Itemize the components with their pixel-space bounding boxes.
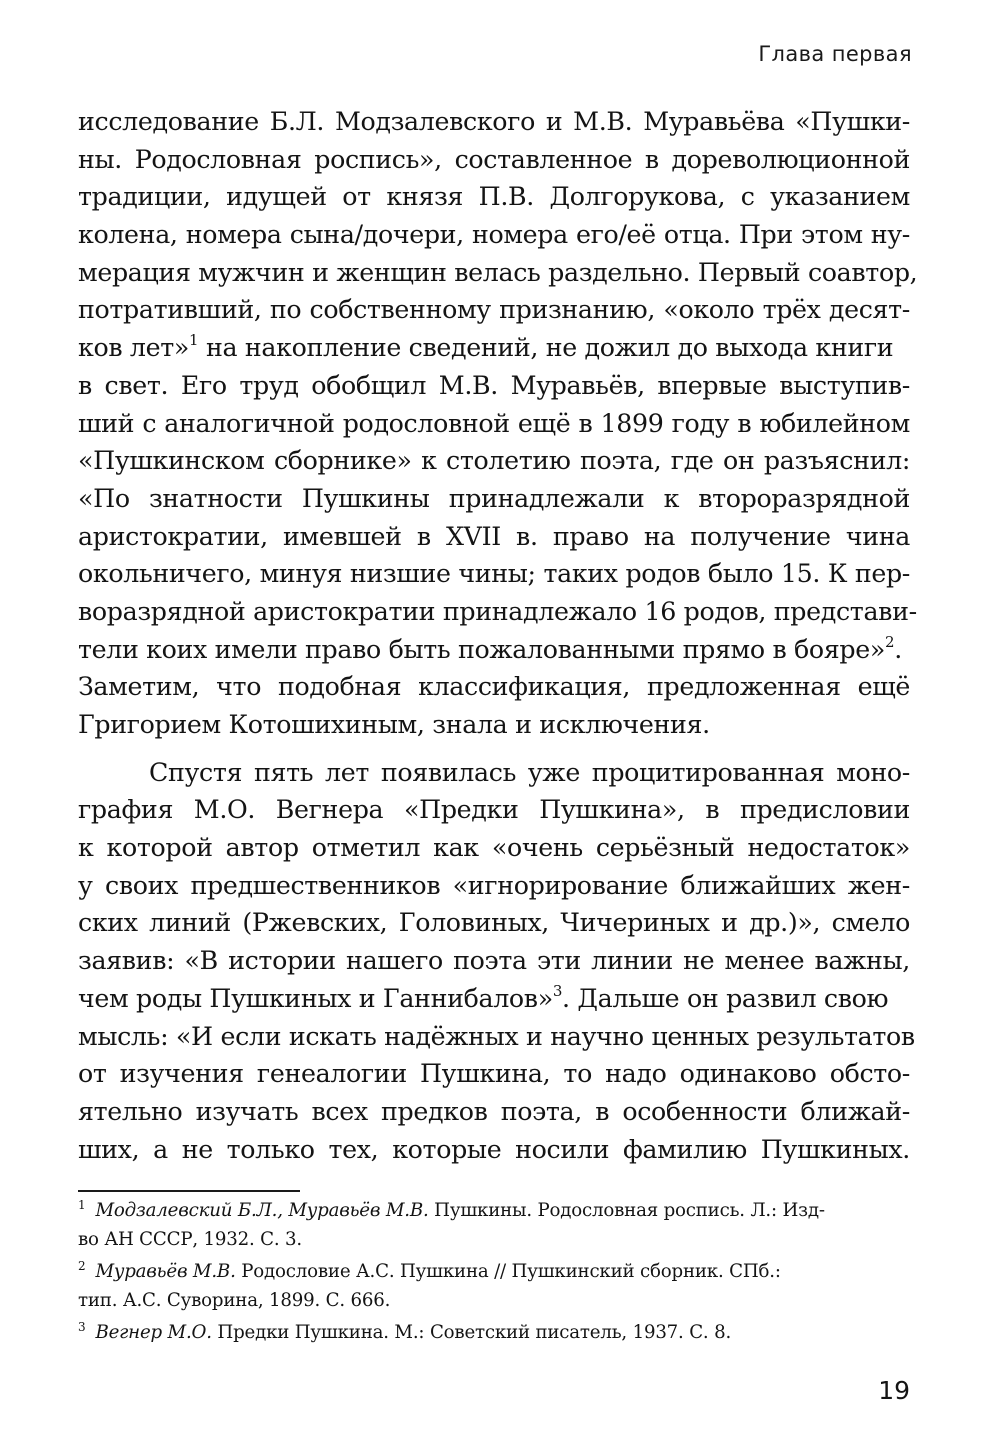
footnote-author: Вегнер М.О. xyxy=(95,1322,212,1343)
text-line: «По знатности Пушкины принадлежали к второразрядной xyxy=(78,483,910,513)
text-line: Спустя пять лет появилась уже процитированная моно- xyxy=(149,757,910,787)
text-fragment: . Дальше он развил свою xyxy=(562,983,889,1013)
footnote-line: во АН СССР, 1932. С. 3. xyxy=(78,1229,303,1250)
footnote-ref: 3 xyxy=(552,981,563,1000)
footnote xyxy=(78,1318,910,1347)
text-fragment: тели коих имели право быть пожалованными прямо в бояре» xyxy=(78,634,886,664)
footnote-line xyxy=(78,1318,910,1347)
text-fragment: . xyxy=(894,634,902,664)
text-line: в свет. Его труд обобщил М.В. Муравьёв, впервые выступив- xyxy=(78,370,910,400)
footnote xyxy=(78,1257,910,1315)
footnote-author: Муравьёв М.В. xyxy=(95,1261,236,1282)
text-line: Григорием Котошихиным, знала и исключения. xyxy=(78,710,710,739)
footnote-ref: 2 xyxy=(885,632,895,651)
footnote-number: 3 xyxy=(78,1320,86,1334)
text-line: традиции, идущей от князя П.В. Долгорукова, с указанием xyxy=(78,182,910,212)
text-line: аристократии, имевшей в XVII в. право на получение чина xyxy=(78,521,910,551)
text-line: воразрядной аристократии принадлежало 16 родов, представи- xyxy=(78,596,917,626)
text-line: исследование Б.Л. Модзалевского и М.В. Муравьёва «Пушки- xyxy=(78,107,910,136)
body-text xyxy=(78,103,918,1168)
text-line: ны. Родословная роспись», составленное в дореволюционной xyxy=(78,144,910,174)
text-fragment: чем роды Пушкиных и Ганнибалов» xyxy=(78,983,553,1013)
text-line: у своих предшественников «игнорирование ближайших жен- xyxy=(78,870,910,900)
footnote-text: Пушкины. Родословная роспись. Л.: Изд- xyxy=(428,1200,825,1221)
footnote-ref: 1 xyxy=(189,331,199,350)
footnote-number: 1 xyxy=(78,1198,86,1212)
footnote-line: тип. А.С. Суворина, 1899. С. 666. xyxy=(78,1290,391,1311)
text-line: колена, номера сына/дочери, номера его/её отца. При этом ну- xyxy=(78,220,910,250)
text-line: мерация мужчин и женщин велась раздельно. Первый соавтор, xyxy=(78,257,918,287)
footnote-line xyxy=(78,1257,910,1286)
text-line: заявив: «В истории нашего поэта эти линии не менее важны, xyxy=(78,946,910,976)
text-line: от изучения генеалогии Пушкина, то надо одинаково обсто- xyxy=(78,1059,910,1089)
text-fragment: ков лет» xyxy=(78,333,190,363)
text-line xyxy=(78,329,910,367)
text-line: Заметим, что подобная классификация, предложенная ещё xyxy=(78,672,910,702)
text-fragment: на накопление сведений, не дожил до выхода книги xyxy=(198,333,894,363)
text-line: ших, а не только тех, которые носили фамилию Пушкиных. xyxy=(78,1134,910,1164)
text-line xyxy=(78,631,910,669)
text-line: потративший, по собственному признанию, «около трёх десят- xyxy=(78,295,910,325)
text-line: к которой автор отметил как «очень серьёзный недостаток» xyxy=(78,833,910,863)
text-line xyxy=(78,980,910,1018)
footnote-author: Модзалевский Б.Л., Муравьёв М.В. xyxy=(95,1200,429,1221)
footnote-divider xyxy=(78,1190,300,1192)
footnote-line xyxy=(78,1196,910,1225)
text-line: графия М.О. Вегнера «Предки Пушкина», в предисловии xyxy=(78,795,910,825)
page-number: 19 xyxy=(878,1376,910,1405)
text-line: мысль: «И если искать надёжных и научно ценных результатов xyxy=(78,1021,915,1051)
footnote-text: Предки Пушкина. М.: Советский писатель, 1937. С. 8. xyxy=(211,1322,732,1343)
text-line: ший с аналогичной родословной ещё в 1899 году в юбилейном xyxy=(78,408,910,438)
footnotes xyxy=(78,1196,910,1350)
running-head: Глава первая xyxy=(758,42,912,66)
footnote-number: 2 xyxy=(78,1259,86,1273)
text-line: окольничего, минуя низшие чины; таких родов было 15. К пер- xyxy=(78,559,910,589)
text-line: «Пушкинском сборнике» к столетию поэта, где он разъяснил: xyxy=(78,446,910,476)
text-line: ских линий (Ржевских, Головиных, Чичериных и др.)», смело xyxy=(78,908,910,938)
text-line: ятельно изучать всех предков поэта, в особенности ближай- xyxy=(78,1096,910,1126)
footnote-text: Родословие А.С. Пушкина // Пушкинский сборник. СПб.: xyxy=(235,1261,781,1282)
footnote xyxy=(78,1196,910,1254)
